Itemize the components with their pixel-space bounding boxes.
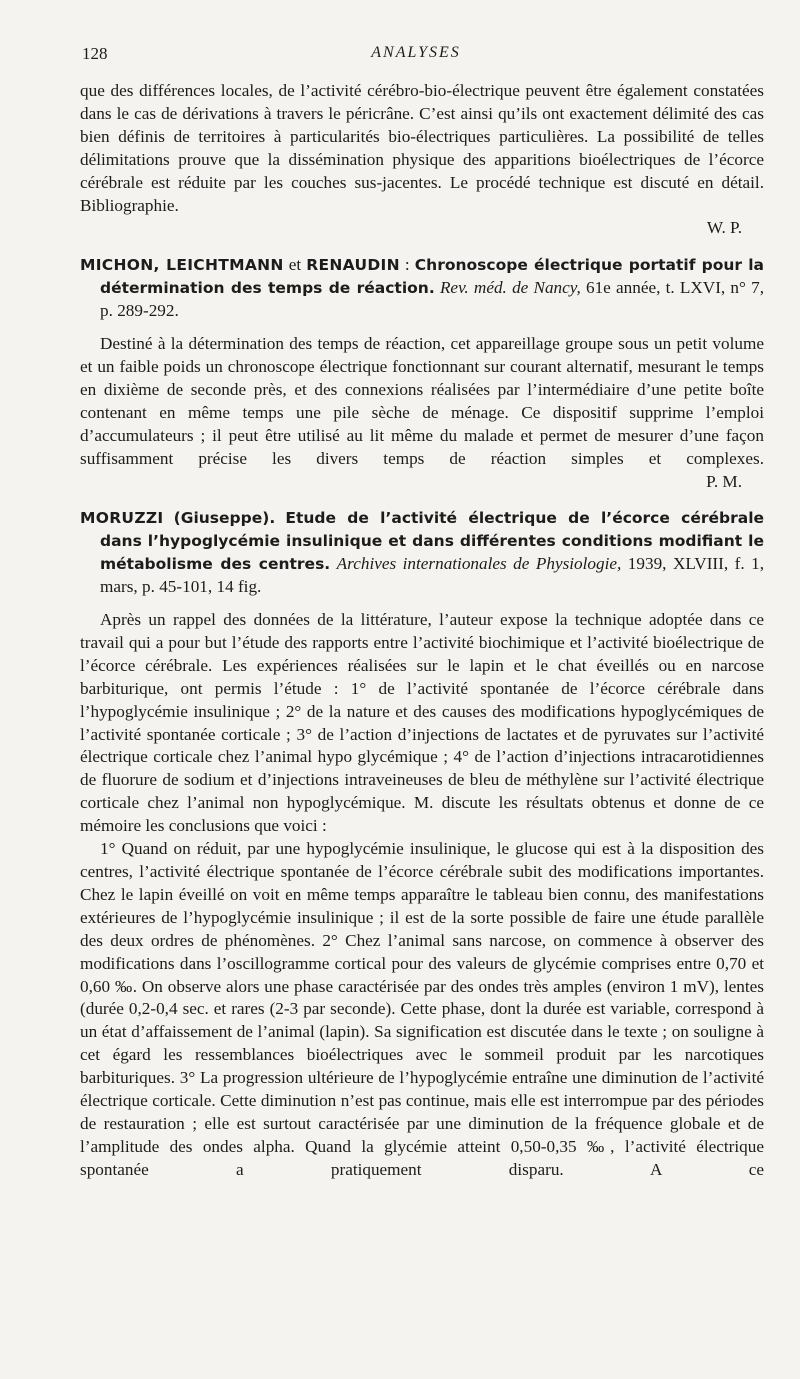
entry-sep: : — [399, 255, 415, 275]
entry-abstract: Destiné à la détermination des temps de réaction, cet appareillage groupe sous un petit volume et un faible poids un chronoscope électrique fonctionnant sur courant alternatif, mesurant le temps en dixième de seconde près, et des connexions réalisées par l’intermédiaire d’une petite boîte contenant en même temps une pile sèche de ménage. Ce dispositif supprime l’emploi d’accumulateurs ; il peut être utilisé au lit même du malade et permet de mesurer d’une façon suffisamment précise les divers temps de réaction simples et complexes. — [80, 334, 764, 468]
page-body — [80, 80, 764, 1182]
entry-moruzzi — [80, 507, 764, 1181]
entry-title: Chronoscope électrique portatif pour la détermination des temps de réaction. — [100, 256, 764, 298]
entry-michon — [80, 254, 764, 493]
entry-given-name: (Giuseppe). — [173, 509, 276, 528]
entry-abstract-p1: Après un rappel des données de la littérature, l’auteur expose la technique adoptée dans ce travail qui a pour but l’étude des rapports entre l’activité biochimique et l’activité bioélectrique de l’écorce cérébrale. Les expériences réalisées sur le lapin et le chat éveillés ou en narcose barbiturique, ont permis l’étude : 1° de l’activité spontanée de l’écorce cérébrale dans l’hypoglycémie insulinique ; 2° de la nature et des causes des modifications hypoglycémiques de l’activité spontanée corticale ; 3° de l’action d’injections de lactates et de pyruvates sur l’activité électrique corticale chez l’animal hypo glycémique ; 4° de l’action d’injections intracarotidiennes de fluorure de sodium et d’injections intraveineuses de bleu de méthylène sur l’activité électrique corticale chez l’animal non hypoglycémique. M. discute les résultats obtenus et donne de ce mémoire les conclusions que voici : — [80, 610, 764, 836]
entry-heading — [80, 507, 764, 599]
entry-author: MORUZZI — [80, 509, 164, 528]
signature-wp: W. P. — [706, 218, 742, 238]
entry-author-last: RENAUDIN — [306, 256, 400, 275]
entry-title: Etude de l’activité électrique de l’écorce cérébrale dans l’hypoglycémie insulinique et dans différentes conditions modifiant le métabolisme des centres. — [100, 509, 765, 574]
entry-authors: MICHON, LEICHTMANN — [80, 256, 284, 275]
entry-conj: et — [283, 255, 307, 275]
running-head: ANALYSES — [371, 44, 461, 61]
signature-pm: P. M. — [706, 471, 742, 491]
entry-heading — [80, 254, 764, 323]
entry-abstract-p2: 1° Quand on réduit, par une hypoglycémie insulinique, le glucose qui est à la disposition des centres, l’activité électrique spontanée de l’écorce cérébrale subit des modifications importantes. Chez le lapin éveillé on voit en même temps apparaître le tableau bien connu, des manifestations extérieures de l’hypoglycémie insulinique ; il est de la sorte possible de faire une étude parallèle des deux ordres de phénomènes. 2° Chez l’animal sans narcose, on commence à observer des modifications dans l’oscillogramme cortical pour des valeurs de glycémie comprises entre 0,70 et 0,60 ‰. On observe alors une phase caractérisée par des ondes très amples (environ 1 mV), lentes (durée 0,2-0,4 sec. et rares (2-3 par seconde). Cette phase, dont la durée est variable, correspond à un état d’affaissement de l’animal (lapin). Sa signification est discutée dans le texte ; on souligne à cet égard les ressemblances bioélectriques avec le sommeil produit par les narcotiques barbituriques. 3° La progression ultérieure de l’hypoglycémie entraîne une diminution de l’activité électrique corticale. Cette diminution n’est pas continue, mais elle est interrompue par des périodes de restauration ; elle est surtout caractérisée par une diminution de la fréquence globale et de l’amplitude des ondes alpha. Quand la glycémie atteint 0,50-0,35 ‰, l’activité électrique spontanée a pratiquement disparu. A ce — [80, 839, 764, 1179]
page-number: 128 — [82, 44, 108, 63]
page-header — [82, 44, 750, 68]
entry-citation: 61e année, t. LXVI, n° 7, p. 289-292. — [100, 278, 764, 321]
entry-journal: Rev. méd. de Nancy, — [439, 278, 581, 298]
entry-journal: Archives internationales de Physiologie, — [336, 554, 622, 574]
continuation-paragraph: que des différences locales, de l’activité cérébro-bio-électrique peuvent être également constatées dans le cas de dérivations à travers le péricrâne. C’est ainsi qu’ils ont exactement délimité des cas bien définis de territoires à particularités bio-électriques particulières. La possibilité de telles délimitations prouve que la dissémination physique des apparitions bioélectriques de l’écorce cérébrale est réduite par les couches sus-jacentes. Le procédé technique est discuté en détail. Bibliographie. — [80, 81, 764, 215]
entry-citation: 1939, XLVIII, f. 1, mars, p. 45-101, 14 fig. — [100, 554, 765, 597]
